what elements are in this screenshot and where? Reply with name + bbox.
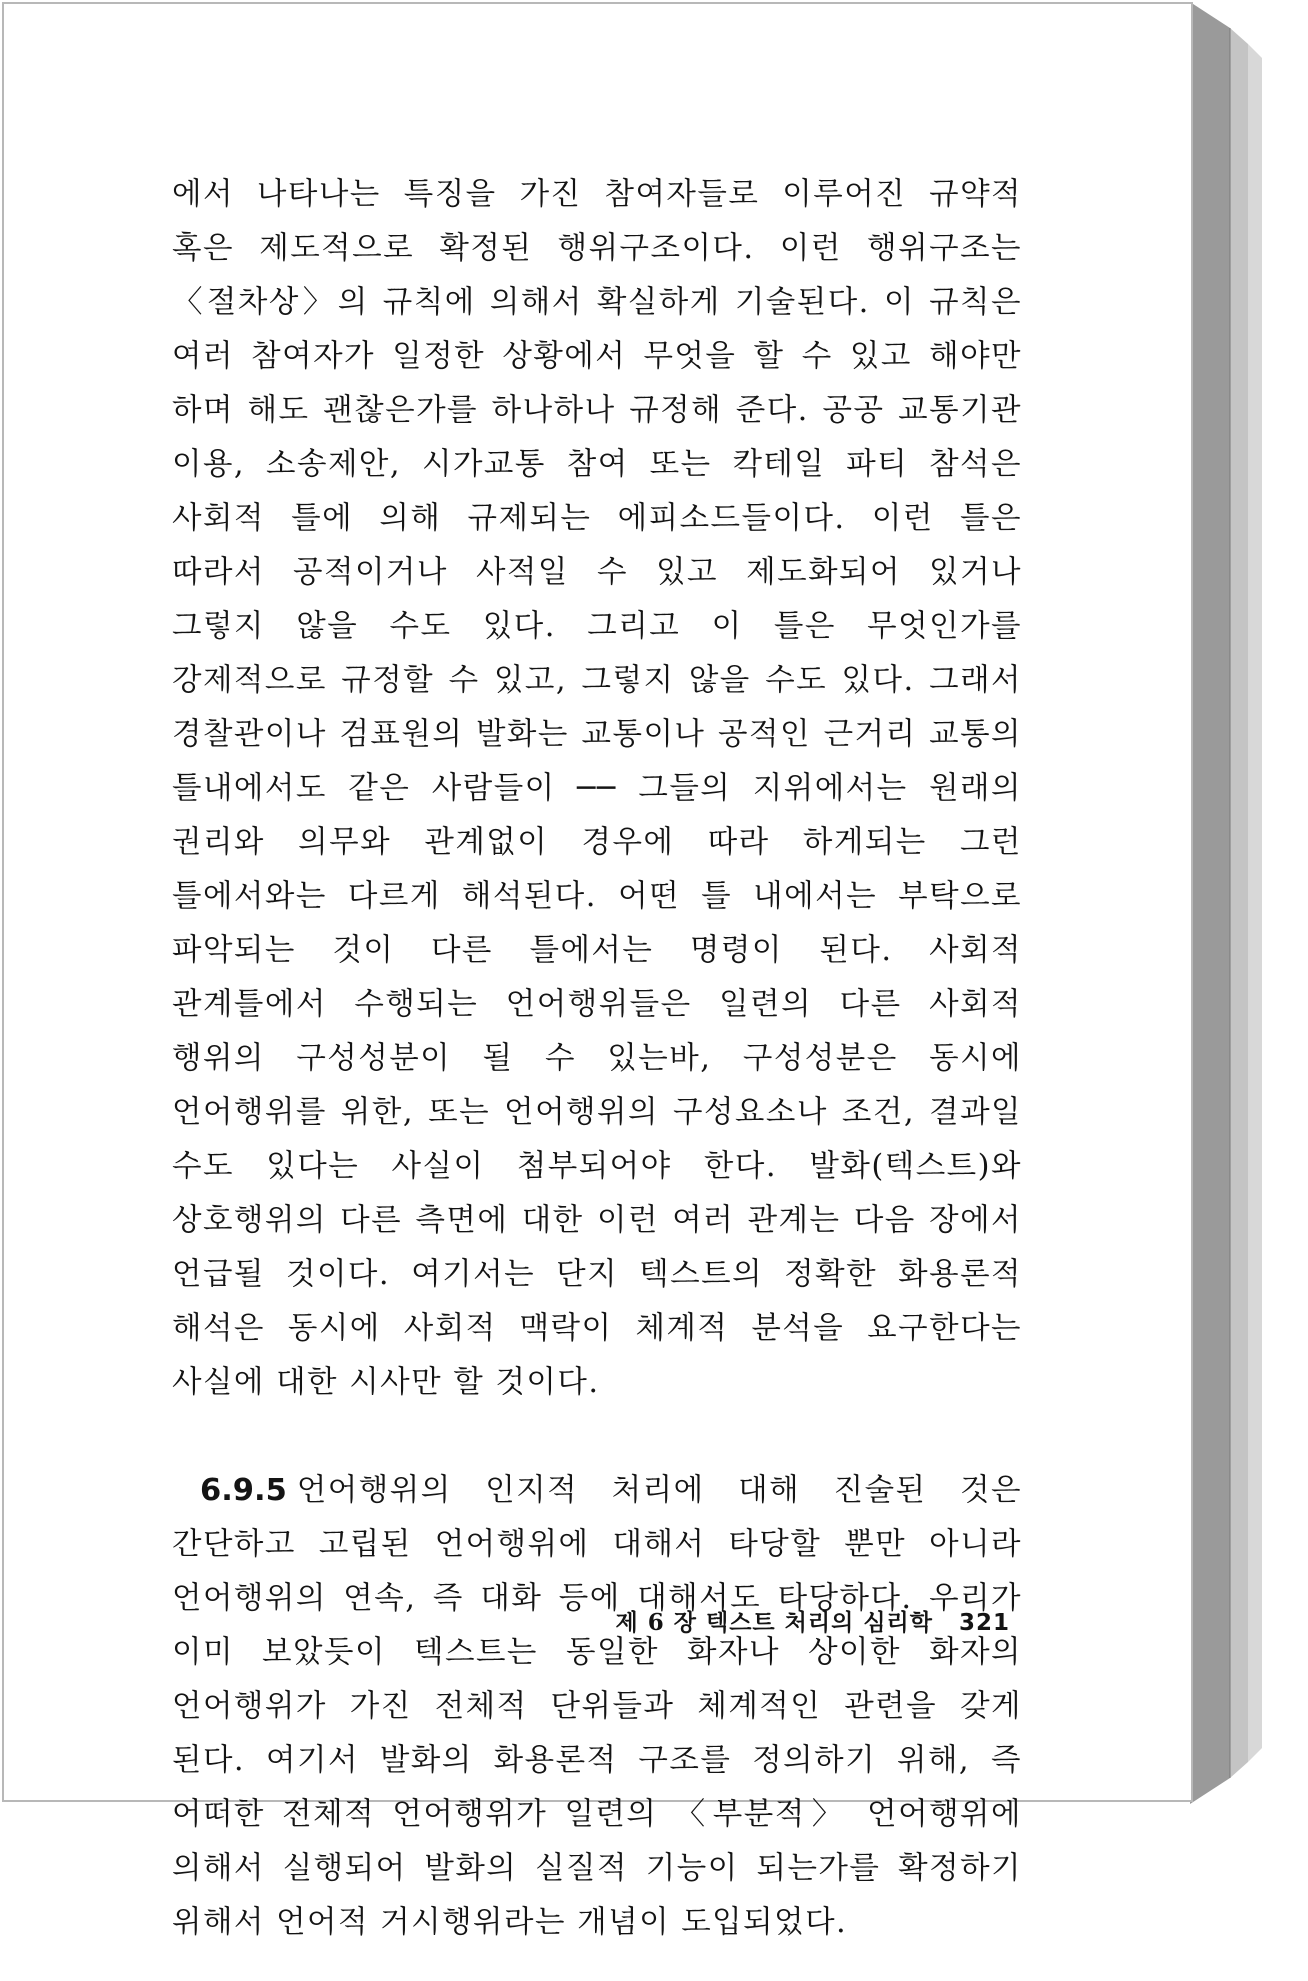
page-body <box>172 168 1022 1981</box>
paragraph-1: 에서 나타나는 특징을 가진 참여자들로 이루어진 규약적 혹은 제도적으로 확정된 행위구조이다. 이런 행위구조는 〈절차상〉의 규칙에 의해서 확실하게 기술된다. 이 규칙은 여러 참여자가 일정한 상황에서 무엇을 할 수 있고 해야만 하며 해도 괜찮은가를 하나하나 규정해 준다. 공공 교통기관 이용, 소송제안, 시가교통 참여 또는 칵테일 파티 참석은 사회적 틀에 의해 규제되는 에피소드들이다. 이런 틀은 따라서 공적이거나 사적일 수 있고 제도화되어 있거나 그렇지 않을 수도 있다. 그리고 이 틀은 무엇인가를 강제적으로 규정할 수 있고, 그렇지 않을 수도 있다. 그래서 경찰관이나 검표원의 발화는 교통이나 공적인 근거리 교통의 틀내에서도 같은 사람들이 ── 그들의 지위에서는 원래의 권리와 의무와 관계없이 경우에 따라 하게되는 그런 틀에서와는 다르게 해석된다. 어떤 틀 내에서는 부탁으로 파악되는 것이 다른 틀에서는 명령이 된다. 사회적 관계틀에서 수행되는 언어행위들은 일련의 다른 사회적 행위의 구성성분이 될 수 있는바, 구성성분은 동시에 언어행위를 위한, 또는 언어행위의 구성요소나 조건, 결과일 수도 있다는 사실이 첨부되어야 한다. 발화(텍스트)와 상호행위의 다른 측면에 대한 이런 여러 관계는 다음 장에서 언급될 것이다. 여기서는 단지 텍스트의 정확한 화용론적 해석은 동시에 사회적 맥락이 체계적 분석을 요구한다는 사실에 대한 시사만 할 것이다. <box>172 177 1022 1400</box>
section-number: 6.9.5 <box>200 1473 287 1508</box>
page-number: 321 <box>958 1610 1010 1636</box>
paragraph-2 <box>172 1464 1022 1950</box>
page-edge-shadow <box>1190 0 1308 1806</box>
footer-chapter-title: 제 6 장 텍스트 처리의 심리학 <box>615 1609 933 1636</box>
paragraph-2-text: 언어행위의 인지적 처리에 대해 진술된 것은 간단하고 고립된 언어행위에 대해서 타당할 뿐만 아니라 언어행위의 연속, 즉 대화 등에 대해서도 타당하다. 우리가 이미 보았듯이 텍스트는 동일한 화자나 상이한 화자의 언어행위가 가진 전체적 단위들과 체계적인 관련을 갖게 된다. 여기서 발화의 화용론적 구조를 정의하기 위해, 즉 어떠한 전체적 언어행위가 일련의 〈부분적〉 언어행위에 의해서 실행되어 발화의 실질적 기능이 되는가를 확정하기 위해서 언어적 거시행위라는 개념이 도입되었다. <box>172 1473 1022 1940</box>
running-footer <box>616 1604 1010 1637</box>
